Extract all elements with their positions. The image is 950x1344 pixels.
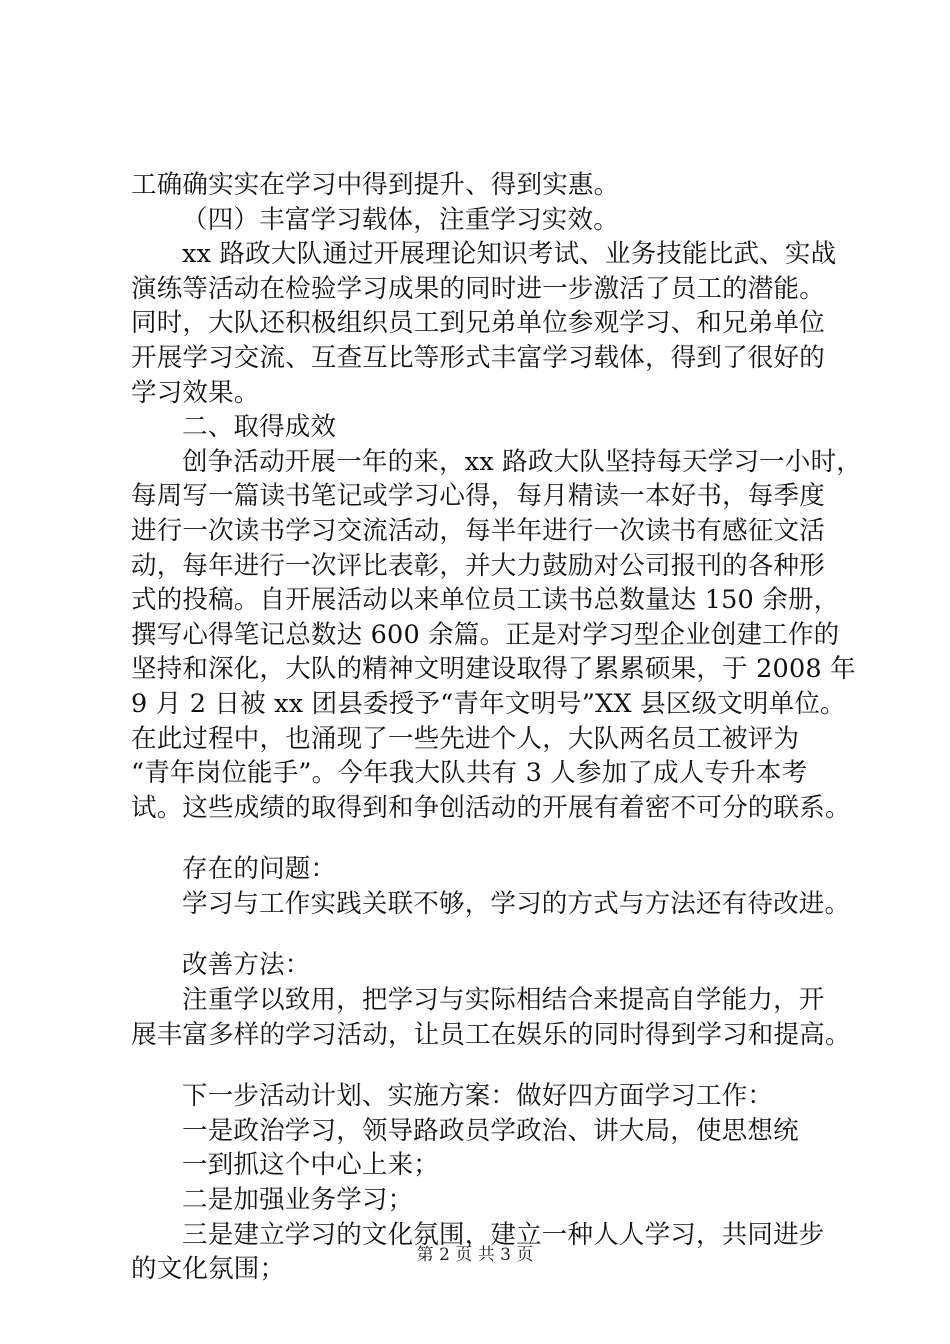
blank-line [131, 825, 851, 852]
paragraph-line: 坚持和深化，大队的精神文明建设取得了累累硕果，于 2008 年 [131, 654, 856, 685]
paragraph-line: 同时，大队还积极组织员工到兄弟单位参观学习、和兄弟单位 [131, 308, 825, 339]
paragraph-line: 演练等活动在检验学习成果的同时进一步激活了员工的潜能。 [131, 273, 825, 304]
paragraph-line: 一是政治学习，领导路政员学政治、讲大局，使思想统 [182, 1115, 799, 1146]
document-body [131, 168, 862, 1287]
blank-line [131, 1052, 851, 1079]
paragraph-line: 试。这些成绩的取得到和争创活动的开展有着密不可分的联系。 [131, 792, 851, 823]
section-heading: 下一步活动计划、实施方案：做好四方面学习工作： [182, 1081, 774, 1112]
paragraph-line: 动，每年进行一次评比表彰，并大力鼓励对公司报刊的各种形 [131, 550, 825, 581]
paragraph-line: 二是加强业务学习； [182, 1185, 414, 1216]
paragraph-line: 撰写心得笔记总数达 600 余篇。正是对学习型企业创建工作的 [131, 619, 840, 650]
page-number-footer: 第 2 页 共 3 页 [416, 1245, 534, 1265]
paragraph-line: 一到抓这个中心上来； [182, 1150, 440, 1181]
paragraph-line: 9 月 2 日被 xx 团县委授予“青年文明号”XX 县区级文明单位。 [131, 688, 846, 719]
paragraph-line: 进行一次读书学习交流活动，每半年进行一次读书有感征文活 [131, 515, 825, 546]
section-heading: （四）丰富学习载体，注重学习实效。 [182, 204, 619, 235]
paragraph-line: xx 路政大队通过开展理论知识考试、业务技能比武、实战 [182, 239, 837, 270]
paragraph-line: 展丰富多样的学习活动，让员工在娱乐的同时得到学习和提高。 [131, 1019, 851, 1050]
paragraph-line: 学习与工作实践关联不够，学习的方式与方法还有待改进。 [182, 888, 851, 919]
paragraph-line: 注重学以致用，把学习与实际相结合来提高自学能力，开 [182, 985, 825, 1016]
paragraph-line: 工确确实实在学习中得到提升、得到实惠。 [131, 170, 620, 200]
paragraph-line: 式的投稿。自开展活动以来单位员工读书总数量达 150 余册， [131, 585, 840, 616]
paragraph-line: 在此过程中，也涌现了一些先进个人，大队两名员工被评为 [131, 723, 800, 754]
blank-line [131, 921, 851, 948]
paragraph-line: 创争活动开展一年的来，xx 路政大队坚持每天学习一小时， [182, 446, 862, 477]
paragraph-line: 三是建立学习的文化氛围，建立一种人人学习，共同进步 [182, 1219, 825, 1250]
paragraph-line: 每周写一篇读书笔记或学习心得，每月精读一本好书，每季度 [131, 481, 825, 512]
paragraph-line: 开展学习交流、互查互比等形式丰富学习载体，得到了很好的 [131, 342, 825, 373]
paragraph-line: “青年岗位能手”。今年我大队共有 3 人参加了成人专升本考 [131, 758, 808, 789]
section-heading: 二、取得成效 [182, 412, 337, 443]
section-heading: 存在的问题： [182, 854, 337, 885]
section-heading: 改善方法： [182, 950, 311, 981]
paragraph-line: 的文化氛围； [131, 1254, 286, 1285]
paragraph-line: 学习效果。 [131, 377, 260, 408]
